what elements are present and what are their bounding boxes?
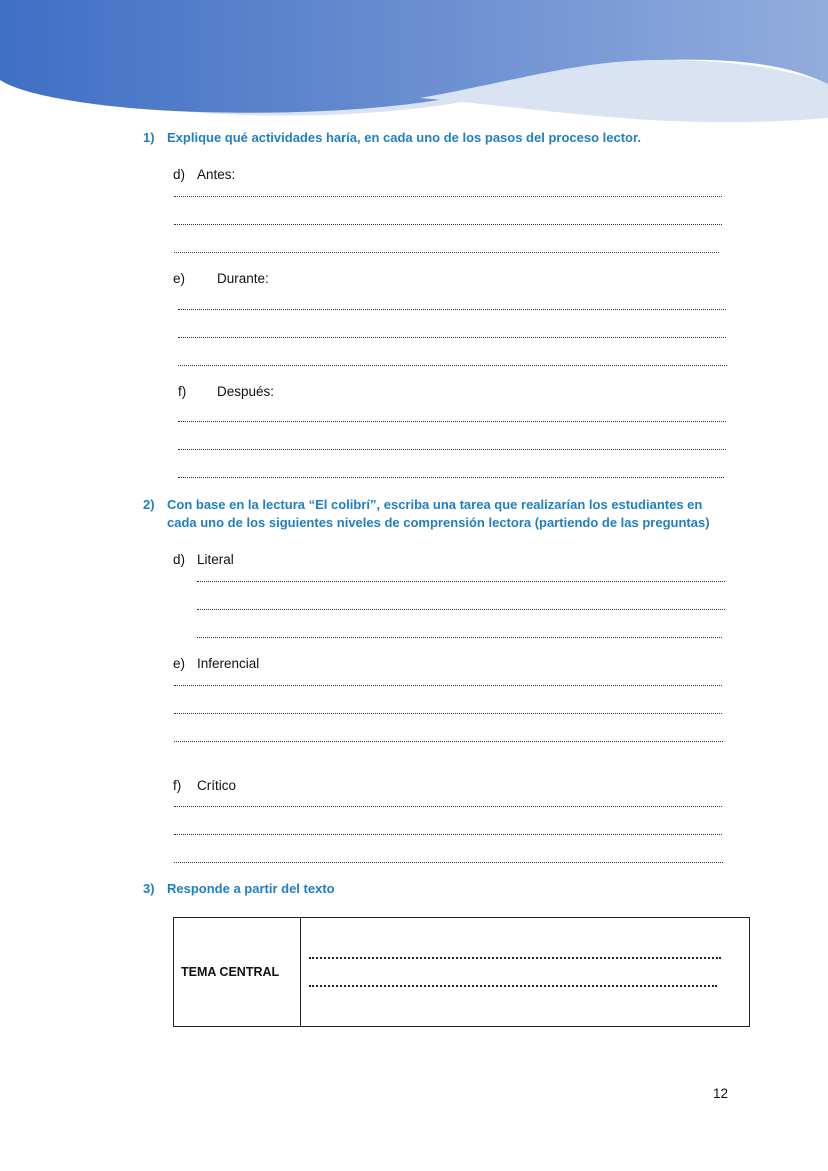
answer-line[interactable] [178, 365, 727, 366]
answer-line[interactable] [174, 834, 722, 835]
answer-line[interactable] [178, 421, 726, 422]
answer-line[interactable] [174, 713, 722, 714]
item-letter: e) [173, 271, 186, 286]
answer-line[interactable] [174, 862, 723, 863]
header-wave-banner [0, 0, 828, 130]
item-letter: f) [178, 384, 187, 399]
item-letter: d) [173, 167, 186, 182]
item-despues-label [178, 384, 274, 399]
answer-line[interactable] [174, 196, 722, 197]
item-label: Crítico [197, 778, 237, 793]
question-number: 2) [143, 497, 155, 512]
answer-line[interactable] [178, 477, 724, 478]
item-critico-label [173, 778, 236, 793]
item-letter: f) [173, 778, 182, 793]
tema-central-table [173, 917, 750, 1027]
answer-line[interactable] [174, 224, 722, 225]
answer-line[interactable] [178, 449, 726, 450]
answer-line[interactable] [174, 806, 722, 807]
item-label: Antes: [197, 167, 236, 182]
item-label: Literal [197, 552, 234, 567]
question-text: Explique qué actividades haría, en cada uno de los pasos del proceso lector. [167, 130, 641, 145]
answer-line[interactable] [174, 741, 723, 742]
question-text: Responde a partir del texto [167, 881, 335, 896]
tema-central-answer-cell[interactable] [301, 918, 749, 1026]
answer-line[interactable] [309, 985, 717, 987]
item-letter: d) [173, 552, 186, 567]
question-1-title [143, 129, 641, 147]
question-number: 1) [143, 130, 155, 145]
question-text-line1: Con base en la lectura “El colibrí”, escriba una tarea que realizarían los estudiantes en [167, 497, 703, 512]
item-durante-label [173, 271, 269, 286]
item-literal-label [173, 552, 234, 567]
answer-line[interactable] [197, 609, 725, 610]
answer-line[interactable] [178, 309, 726, 310]
answer-line[interactable] [174, 252, 719, 253]
page-number: 12 [713, 1086, 729, 1101]
answer-line[interactable] [197, 581, 725, 582]
item-letter: e) [173, 656, 186, 671]
item-label: Durante: [217, 271, 269, 286]
question-2-title [143, 496, 710, 532]
tema-central-label: TEMA CENTRAL [174, 918, 301, 1026]
item-antes-label [173, 167, 235, 182]
item-inferencial-label [173, 656, 259, 671]
answer-line[interactable] [178, 337, 726, 338]
answer-line[interactable] [174, 685, 722, 686]
answer-line[interactable] [309, 957, 721, 959]
item-label: Después: [217, 384, 275, 399]
question-3-title [143, 880, 335, 898]
question-number: 3) [143, 881, 155, 896]
question-text-line2: cada uno de los siguientes niveles de comprensión lectora (partiendo de las preguntas) [167, 515, 710, 530]
answer-line[interactable] [197, 637, 722, 638]
item-label: Inferencial [197, 656, 260, 671]
